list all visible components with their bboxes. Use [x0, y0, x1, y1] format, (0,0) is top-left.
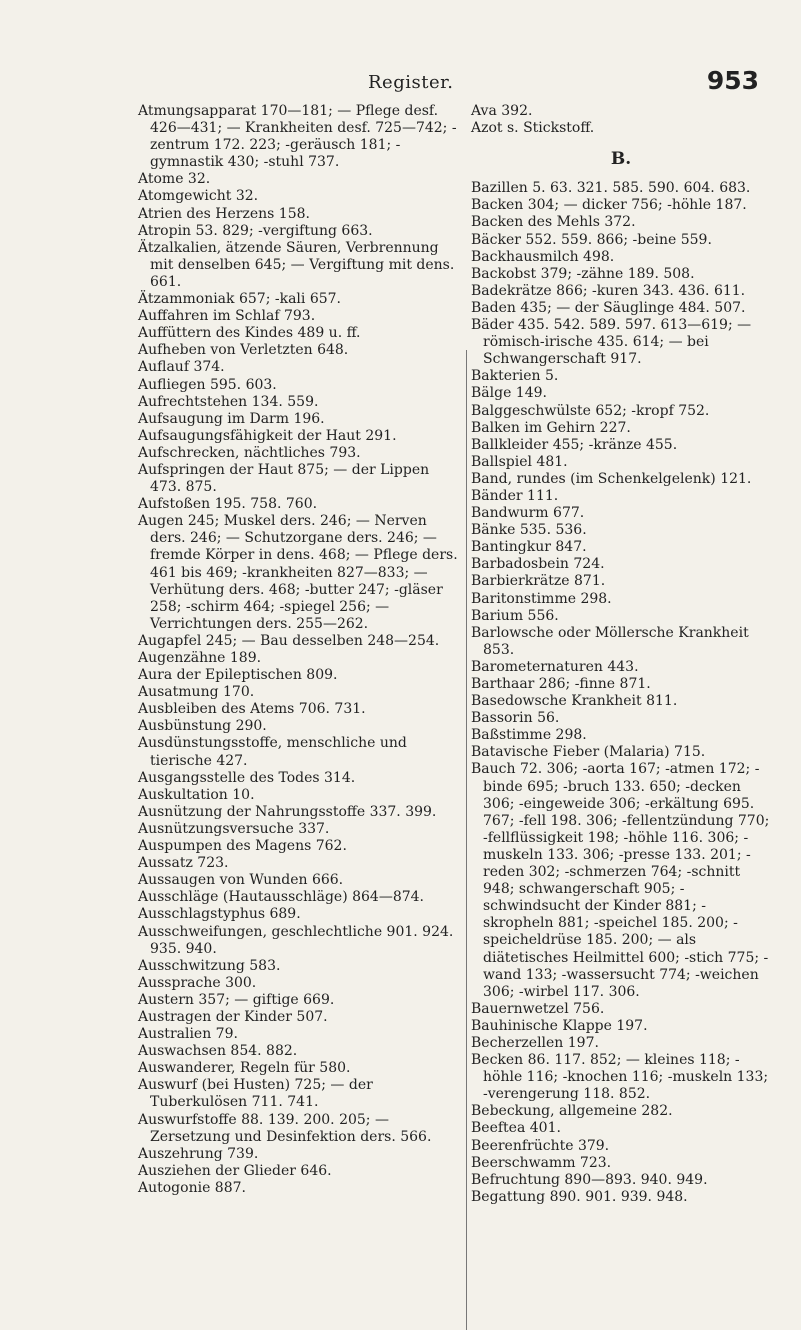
index-entry: Ausbleiben des Atems 706. 731. [138, 701, 366, 718]
index-entry: Ätzalkalien, ätzende Säuren, Verbrennung mit denselben 645; — Vergiftung mit dens. 661. [138, 239, 455, 290]
index-entry: Atropin 53. 829; -vergiftung 663. [138, 222, 373, 239]
index-column-left [138, 103, 462, 1197]
index-entry: Ausnützungsversuche 337. [138, 820, 330, 837]
running-title: Register. [368, 72, 454, 93]
index-entry: Auffahren im Schlaf 793. [138, 308, 316, 325]
index-entry: Baßstimme 298. [471, 727, 587, 744]
index-entry: Auswanderer, Regeln für 580. [138, 1060, 351, 1077]
index-entry: Bälge 149. [471, 385, 547, 402]
index-entry: Augen 245; Muskel ders. 246; — Nerven ders. 246; — Schutzorgane ders. 246; — fremde Körper in dens. 468; — Pflege ders. 461 bis 469; -krankheiten 827—833; — Verhütung ders. 468; -butter 247; -gläser 258; -schirm 464; -spiegel 256; — Verrichtungen ders. 255—262. [138, 513, 458, 632]
index-entry: Auffüttern des Kindes 489 u. ff. [138, 325, 361, 342]
index-entry: Auswurf (bei Husten) 725; — der Tuberkulösen 711. 741. [138, 1077, 373, 1111]
index-entry: Ausatmung 170. [138, 684, 255, 701]
index-entry: Ausschweifungen, geschlechtliche 901. 924. 935. 940. [138, 923, 454, 957]
index-entry: Aussatz 723. [138, 855, 229, 872]
index-entry: Bauhinische Klappe 197. [471, 1017, 648, 1034]
page-header [0, 66, 801, 96]
index-entry: Basedowsche Krankheit 811. [471, 693, 678, 710]
index-entry: Bantingkur 847. [471, 539, 587, 556]
index-entry: Auszehrung 739. [138, 1145, 259, 1162]
index-column-right [471, 103, 771, 1206]
index-entry: Auspumpen des Magens 762. [138, 838, 347, 855]
index-entry: Bauernwetzel 756. [471, 1000, 605, 1017]
index-entry: Baden 435; — der Säuglinge 484. 507. [471, 299, 746, 316]
index-entry: Backen 304; — dicker 756; -höhle 187. [471, 197, 747, 214]
index-entry: Atomgewicht 32. [138, 188, 259, 205]
index-entry: Barbierkrätze 871. [471, 573, 606, 590]
index-entry: Becken 86. 117. 852; — kleines 118; -höhle 116; -knochen 116; -muskeln 133; -verengerung 118. 852. [471, 1052, 769, 1103]
index-entry: Ballspiel 481. [471, 453, 568, 470]
index-entry: Beerschwamm 723. [471, 1154, 612, 1171]
index-entry: Augenzähne 189. [138, 650, 262, 666]
index-entry: Backobst 379; -zähne 189. 508. [471, 265, 695, 282]
index-entry: Ausziehen der Glieder 646. [138, 1162, 332, 1179]
index-entry: Azot s. Stickstoff. [471, 120, 595, 137]
index-entry: Backhausmilch 498. [471, 248, 615, 265]
index-entry: Bauch 72. 306; -aorta 167; -atmen 172; -binde 695; -bruch 133. 650; -decken 306; -eingeweide 306; -erkältung 695. 767; -fell 198. 306; -fellentzündung 770; -fellflüssigkeit 198; -höhle 116. 306; -muskeln 133. 306; -presse 133. 201; -reden 302; -schmerzen 764; -schnitt 948; schwangerschaft 905; -schwindsucht der Kinder 881; -skropheln 881; -speichel 185. 200; -speicheldrüse 185. 200; — als diätetisches Heilmittel 600; -stich 775; -wand 133; -wassersucht 774; -weichen 306; -wirbel 117. 306. [471, 761, 770, 1000]
index-entry: Austern 357; — giftige 669. [138, 991, 335, 1008]
index-entry: Atmungsapparat 170—181; — Pflege desf. 426—431; — Krankheiten desf. 725—742; -zentrum 172. 223; -geräusch 181; -gymnastik 430; -stuhl 737. [138, 103, 457, 171]
index-entry: Aufsaugung im Darm 196. [138, 410, 325, 427]
index-entry: Autogonie 887. [138, 1179, 246, 1196]
column-divider [466, 350, 467, 1330]
index-entry: Barlowsche oder Möllersche Krankheit 853. [471, 624, 749, 658]
index-entry: Auswurfstoffe 88. 139. 200. 205; — Zersetzung und Desinfektion ders. 566. [138, 1111, 432, 1145]
index-entry: Australien 79. [138, 1026, 238, 1043]
index-entry: Aufspringen der Haut 875; — der Lippen 473. 875. [138, 461, 430, 496]
index-entry: Bebeckung, allgemeine 282. [471, 1103, 673, 1120]
index-entry: Aufheben von Verletzten 648. [138, 342, 349, 359]
index-entry: Becherzellen 197. [471, 1034, 599, 1051]
index-entry: Atome 32. [138, 171, 211, 188]
index-entry: Aufliegen 595. 603. [138, 376, 277, 393]
index-entry: Bäcker 552. 559. 866; -beine 559. [471, 231, 712, 248]
index-entry: Austragen der Kinder 507. [138, 1008, 328, 1025]
index-entry: Aufstoßen 195. 758. 760. [138, 496, 318, 513]
right-bottom-entries [471, 180, 771, 1206]
section-letter: B. [610, 149, 632, 170]
index-entry: Ausdünstungsstoffe, menschliche und tierische 427. [138, 735, 407, 769]
right-top-entries [471, 103, 771, 137]
index-entry: Baritonstimme 298. [471, 590, 612, 607]
index-entry: Bänder 111. [471, 487, 559, 504]
index-entry: Ausgangsstelle des Todes 314. [138, 769, 356, 786]
index-entry: Bandwurm 677. [471, 505, 585, 522]
index-entry: Batavische Fieber (Malaria) 715. [471, 744, 706, 761]
index-entry: Ätzammoniak 657; -kali 657. [138, 291, 341, 308]
index-entry: Beerenfrüchte 379. [471, 1137, 610, 1154]
index-entry: Badekrätze 866; -kuren 343. 436. 611. [471, 282, 746, 299]
index-entry: Balggeschwülste 652; -kropf 752. [471, 402, 710, 419]
index-entry: Begattung 890. 901. 939. 948. [471, 1188, 688, 1205]
index-entry: Ava 392. [471, 103, 533, 119]
index-entry: Barometernaturen 443. [471, 658, 639, 675]
index-entry: Backen des Mehls 372. [471, 214, 636, 231]
index-entry: Auflauf 374. [138, 359, 225, 376]
index-entry: Ballkleider 455; -kränze 455. [471, 436, 678, 453]
index-entry: Ausschläge (Hautausschläge) 864—874. [138, 889, 425, 906]
index-entry: Barium 556. [471, 607, 559, 624]
index-entry: Aufrechtstehen 134. 559. [138, 393, 319, 410]
index-entry: Bakterien 5. [471, 368, 559, 385]
index-entry: Barthaar 286; -finne 871. [471, 676, 651, 692]
index-entry: Balken im Gehirn 227. [471, 419, 631, 436]
index-entry: Ausnützung der Nahrungsstoffe 337. 399. [138, 803, 437, 820]
index-entry: Ausbünstung 290. [138, 718, 267, 735]
index-entry: Aura der Epileptischen 809. [138, 667, 338, 684]
page-number: 953 [706, 66, 759, 95]
index-entry: Bänke 535. 536. [471, 522, 587, 539]
index-entry: Befruchtung 890—893. 940. 949. [471, 1171, 708, 1188]
index-entry: Aussprache 300. [138, 974, 257, 991]
index-entry: Bäder 435. 542. 589. 597. 613—619; — römisch-irische 435. 614; — bei Schwangerschaft 917. [471, 317, 752, 368]
index-entry: Aussaugen von Wunden 666. [138, 872, 344, 889]
index-entry: Auskultation 10. [138, 786, 255, 803]
index-entry: Atrien des Herzens 158. [138, 205, 310, 222]
index-entry: Bazillen 5. 63. 321. 585. 590. 604. 683. [471, 180, 751, 197]
index-entry: Ausschlagstyphus 689. [138, 906, 301, 923]
index-entry: Barbadosbein 724. [471, 556, 605, 573]
index-entry: Bassorin 56. [471, 710, 560, 727]
index-entry: Band, rundes (im Schenkelgelenk) 121. [471, 470, 752, 487]
index-entry: Ausschwitzung 583. [138, 957, 281, 974]
index-entry: Auswachsen 854. 882. [138, 1043, 298, 1060]
index-entry: Beeftea 401. [471, 1120, 561, 1137]
index-entry: Aufschrecken, nächtliches 793. [138, 444, 361, 461]
index-entry: Augapfel 245; — Bau desselben 248—254. [138, 632, 440, 649]
index-entry: Aufsaugungsfähigkeit der Haut 291. [138, 427, 397, 444]
